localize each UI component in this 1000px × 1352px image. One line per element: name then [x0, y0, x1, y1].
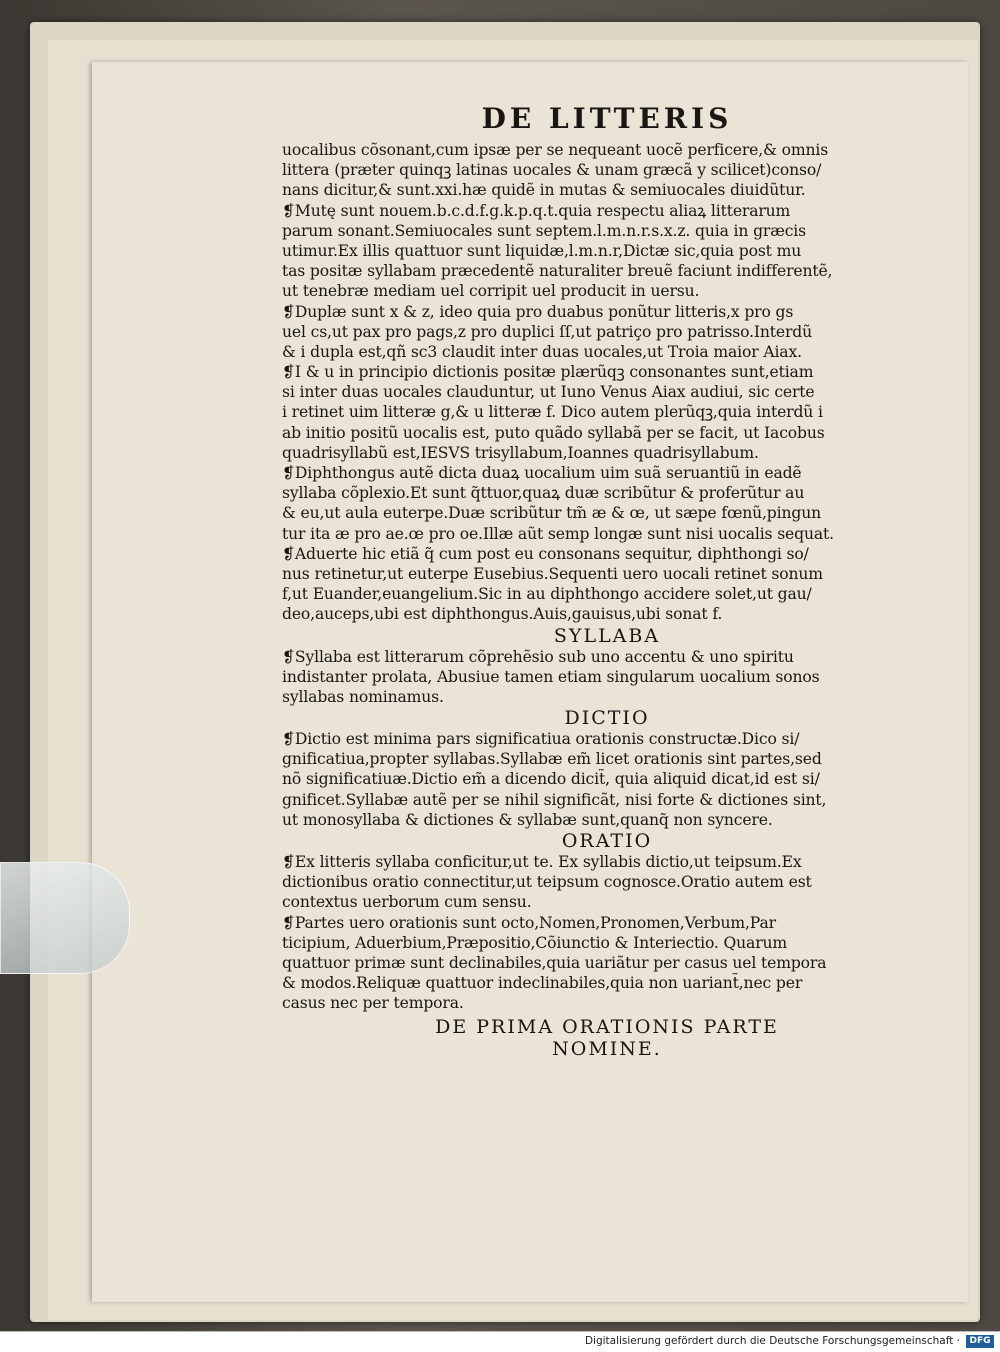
text-line: gnificatiua,propter syllabas.Syllabæ em̃ licet orationis sint partes,sed — [282, 750, 822, 769]
text-line: contextus uerborum cum sensu. — [282, 893, 532, 912]
text-line: quattuor primæ sunt declinabiles,quia uariãtur per casus uel tempora — [282, 953, 827, 972]
section-heading: DICTIO — [564, 707, 650, 730]
text-line: ❡Duplæ sunt x & z, ideo quia pro duabus ponũtur litteris,x pro gs — [282, 302, 794, 321]
text-line: & i dupla est,qñ sc3 claudit inter duas uocales,ut Troia maior Aiax. — [282, 342, 802, 361]
text-line: syllaba cõplexio.Et sunt q̃ttuor,quaꝝ duæ scribũtur & proferũtur au — [282, 484, 805, 503]
dfg-logo-icon: DFG — [966, 1335, 994, 1348]
text-line: & eu,ut aula euterpe.Duæ scribũtur tm̃ æ & œ, ut sæpe fœnũ,pingun — [282, 504, 821, 523]
section-heading: SYLLABA — [553, 624, 661, 647]
footer-credit: Digitalisierung gefördert durch die Deutsche Forschungsgemeinschaft · — [584, 1335, 960, 1347]
text-line: & modos.Reliquæ quattuor indeclinabiles,quia non uariant̃,nec per — [282, 974, 803, 993]
text-line: nus retinetur,ut euterpe Eusebius.Sequenti uero uocali retinet sonum — [282, 564, 823, 583]
text-line: ut tenebræ mediam uel corripit uel producit in uersu. — [282, 282, 700, 301]
text-line: tas positæ syllabam præcedentẽ naturaliter breuẽ faciunt indifferentẽ, — [282, 262, 833, 281]
section-body — [282, 647, 932, 708]
text-line: f,ut Euander,euangelium.Sic in au diphthongo accidere solet,ut gau/ — [282, 585, 812, 604]
text-line: casus nec per tempora. — [282, 994, 464, 1013]
page-holder-clip — [0, 862, 130, 974]
text-line: syllabas nominamus. — [282, 687, 444, 706]
text-line: ❡Diphthongus autẽ dicta duaꝝ uocalium uim suã seruantiũ in eadẽ — [282, 464, 802, 482]
section-body — [282, 729, 932, 830]
text-line: ❡Dictio est minima pars significatiua orationis constructæ.Dico si/ — [282, 730, 800, 749]
closing-heading-line-2: NOMINE. — [552, 1037, 662, 1060]
text-line: ❡Syllaba est litterarum cõprehẽsio sub uno accentu & uno spiritu — [282, 647, 794, 666]
text-line: ❡I & u in principio dictionis positæ plærũqꝫ consonantes sunt,etiam — [282, 363, 814, 382]
text-line: parum sonant.Semiuocales sunt septem.l.m.n.r.s.x.z. quia in græcis — [282, 221, 806, 240]
text-line: ❡Partes uero orationis sunt octo,Nomen,Pronomen,Verbum,Par — [282, 913, 776, 932]
text-line: nõ significatiuæ.Dictio em̃ a dicendo dicit̃, quia aliquid dicat,id est si/ — [282, 770, 820, 789]
text-line: uocalibus cõsonant,cum ipsæ per se nequeant uocẽ perficere,& omnis — [282, 141, 829, 159]
text-line: nans dicitur,& sunt.xxi.hæ quidẽ in mutas & semiuocales diuidũtur. — [282, 181, 806, 200]
running-head: DE LITTERIS — [481, 102, 733, 135]
text-line: tur ita æ pro ae.œ pro oe.Illæ aũt semp longæ sunt nisi uocalis sequat. — [282, 524, 834, 543]
text-line: gnificet.Syllabæ autẽ per se nihil significãt, nisi forte & dictiones sint, — [282, 790, 827, 809]
text-line: deo,auceps,ubi est diphthongus.Auis,gauisus,ubi sonat f. — [282, 605, 723, 624]
text-line: uel cs,ut pax pro pags,z pro duplici ſſ,ut patriço pro patrisso.Interdũ — [282, 322, 813, 341]
text-line: i retinet uim litteræ g,& u litteræ f. Dico autem plerũqꝫ,quia interdũ i — [282, 403, 823, 422]
text-line: indistanter prolata, Abusiue tamen etiam singularum uocalium sonos — [282, 667, 820, 686]
text-line: ticipium, Aduerbium,Præpositio,Cõiunctio & Interiectio. Quarum — [282, 933, 788, 952]
text-line: ❡Ex litteris syllaba conficitur,ut te. Ex syllabis dictio,ut teipsum.Ex — [282, 853, 802, 871]
intro-paragraphs — [282, 140, 932, 625]
text-line: ut monosyllaba & dictiones & syllabæ sunt,quanq̃ non syncere. — [282, 810, 773, 829]
text-line: ❡Aduerte hic etiã q̃ cum post eu consonans sequitur, diphthongi so/ — [282, 544, 809, 563]
section-body — [282, 852, 932, 1014]
text-line: quadrisyllabũ est,IESVS trisyllabum,Ioannes quadrisyllabum. — [282, 443, 759, 462]
text-line: ab initio positũ uocalis est, puto quãdo syllabã per se facit, ut Iacobus — [282, 423, 825, 442]
text-line: si inter duas uocales clauduntur, ut Iuno Venus Aiax audiui, sic certe — [282, 383, 815, 402]
digitization-footer — [0, 1331, 1000, 1352]
text-line: utimur.Ex illis quattuor sunt liquidæ,l.m.n.r,Dictæ sic,quia post mu — [282, 241, 802, 260]
text-line: littera (præter quinqꝫ latinas uocales & unam græcã y scilicet)conso/ — [282, 161, 822, 180]
page-text-block — [282, 104, 932, 1060]
closing-heading-line-1: DE PRIMA ORATIONIS PARTE — [435, 1015, 779, 1038]
text-line: ❡Mutę sunt nouem.b.c.d.f.g.k.p.q.t.quia respectu aliaꝝ litterarum — [282, 201, 791, 220]
text-line: dictionibus oratio connectitur,ut teipsum cognosce.Oratio autem est — [282, 873, 812, 892]
section-heading: ORATIO — [561, 830, 653, 852]
